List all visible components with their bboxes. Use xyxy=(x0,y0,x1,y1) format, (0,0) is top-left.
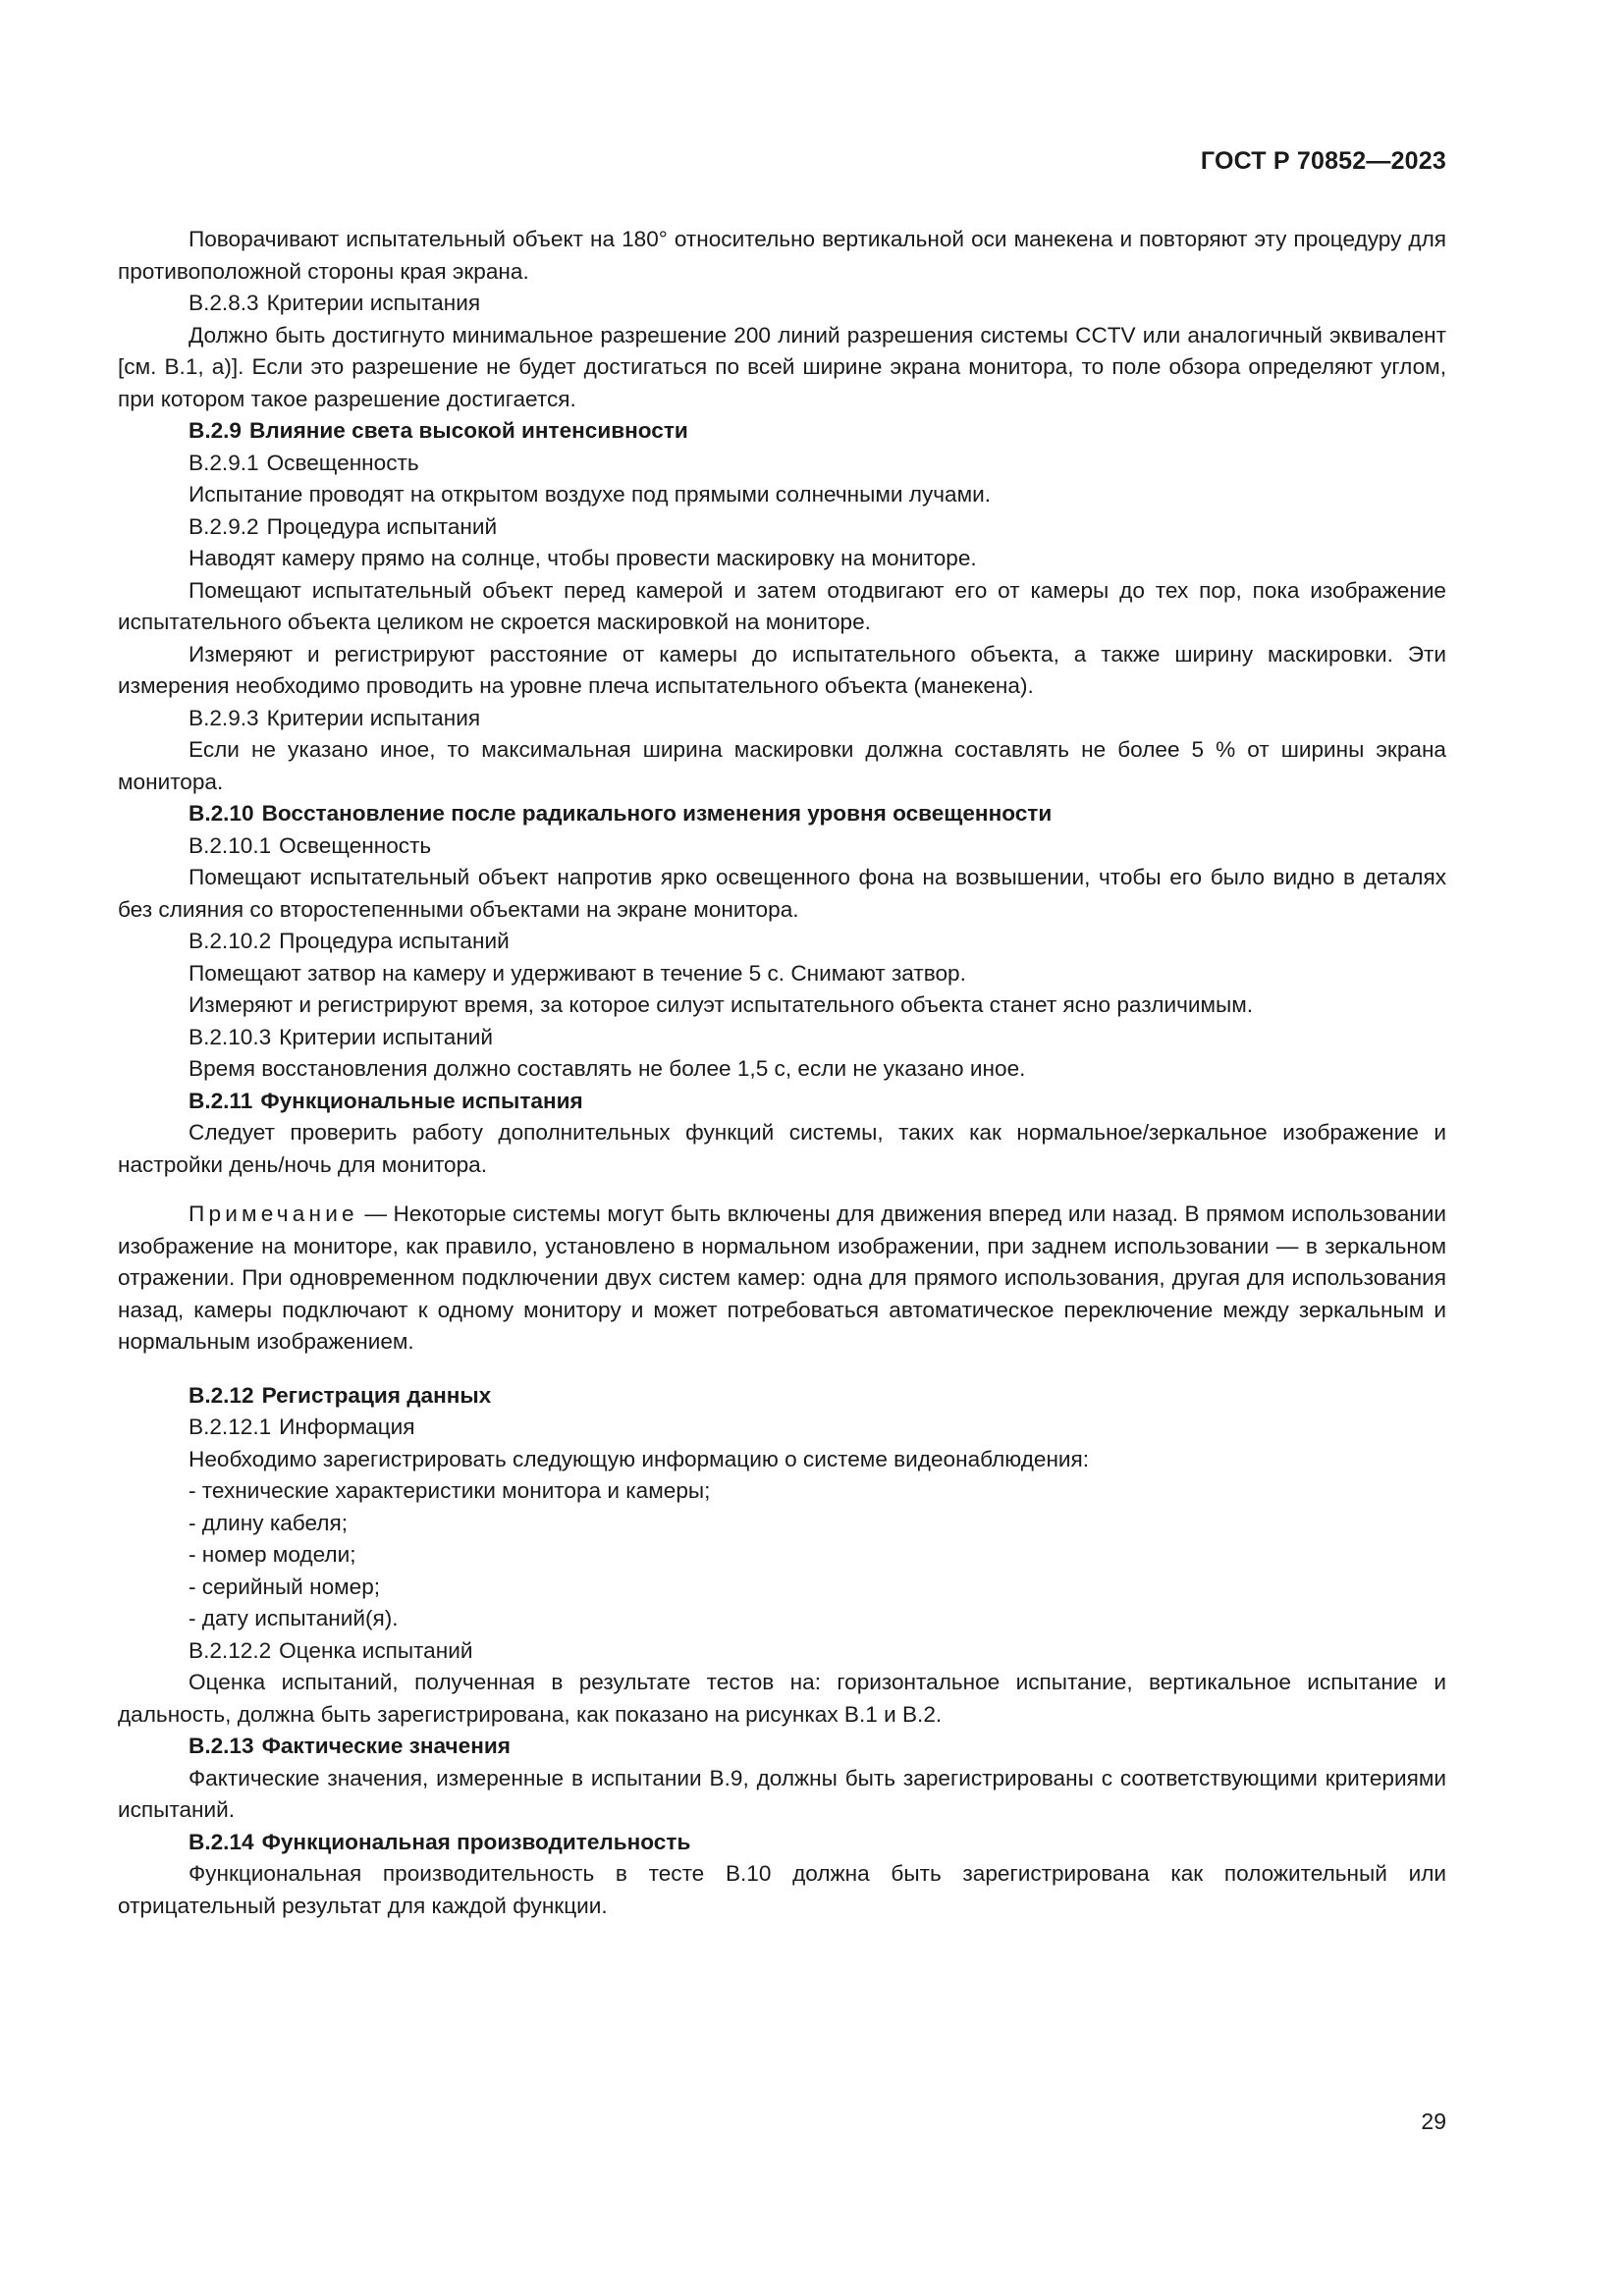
section-heading xyxy=(118,798,1446,830)
paragraph: Необходимо зарегистрировать следующую информацию о системе видеонаблюдения: xyxy=(189,1446,1090,1471)
section-number: В.2.9.1 xyxy=(189,450,259,475)
paragraph: Измеряют и регистрируют расстояние от камеры до испытательного объекта, а также ширину маскировки. Эти измерения необходимо проводить на уровне плеча испытательного объекта (манекена). xyxy=(118,641,1446,698)
subsection-heading xyxy=(118,703,1446,735)
section-title: Процедура испытаний xyxy=(279,929,510,953)
section-title: Освещенность xyxy=(279,832,432,858)
section-number: В.2.11 xyxy=(189,1088,253,1113)
paragraph: Следует проверить работу дополнительных функций системы, таких как нормальное/зеркальное изображение и настройки день/ночь для монитора. xyxy=(118,1120,1446,1177)
subsection-heading xyxy=(118,1022,1446,1054)
document-body xyxy=(118,224,1446,1922)
section-title: Влияние света высокой интенсивности xyxy=(249,418,688,443)
subsection-heading xyxy=(118,1635,1446,1668)
section-number: В.2.10.1 xyxy=(189,832,272,858)
section-title: Критерии испытания xyxy=(266,705,481,730)
document-header: ГОСТ Р 70852—2023 xyxy=(1200,147,1446,175)
section-number: В.2.10.3 xyxy=(189,1024,272,1049)
note-text: — Некоторые системы могут быть включены для движения вперед или назад. В прямом использовании изображение на мониторе, как правило, установлено в нормальном изображении, при заднем использовании — в зеркальном отражении. При одновременном подключении двух систем камер: одна для прямого использования, другая для использования назад, камеры подключают к одному монитору и может потребоваться автоматическое переключение между зеркальным и нормальным изображением. xyxy=(118,1201,1446,1354)
note-label: Примечание xyxy=(189,1201,358,1226)
subsection-heading xyxy=(118,926,1446,958)
section-number: В.2.9.2 xyxy=(189,513,259,539)
subsection-heading xyxy=(118,511,1446,544)
section-heading xyxy=(118,1380,1446,1413)
section-number: В.2.8.3 xyxy=(189,291,259,315)
list-item: - дату испытаний(я). xyxy=(189,1606,399,1630)
section-title: Функциональная производительность xyxy=(261,1829,691,1854)
section-heading xyxy=(118,1086,1446,1118)
list-item: - номер модели; xyxy=(189,1542,356,1567)
subsection-heading xyxy=(118,1412,1446,1444)
paragraph: Фактические значения, измеренные в испытании В.9, должны быть зарегистрированы с соответствующими критериями испытаний. xyxy=(118,1765,1446,1822)
section-number: В.2.12 xyxy=(189,1382,254,1408)
subsection-heading xyxy=(118,830,1446,863)
section-number: В.2.13 xyxy=(189,1734,254,1758)
section-heading xyxy=(118,1731,1446,1763)
paragraph: Помещают затвор на камеру и удерживают в течение 5 с. Снимают затвор. xyxy=(189,960,966,986)
section-number: В.2.12.2 xyxy=(189,1637,272,1663)
section-title: Освещенность xyxy=(266,450,419,475)
paragraph: Должно быть достигнуто минимальное разрешение 200 линий разрешения системы CCTV или аналогичный эквивалент [см. В.1, а)]. Если это разрешение не будет достигаться по всей ширине экрана монитора, то поле обзора определяют углом, при котором такое разрешение достигается. xyxy=(118,322,1446,411)
paragraph: Оценка испытаний, полученная в результате тестов на: горизонтальное испытание, вертикальное испытание и дальность, должна быть зарегистрирована, как показано на рисунках В.1 и В.2. xyxy=(118,1670,1446,1727)
list-item: - серийный номер; xyxy=(189,1574,381,1599)
note xyxy=(118,1199,1446,1359)
section-number: В.2.14 xyxy=(189,1829,254,1854)
section-number: В.2.10.2 xyxy=(189,929,272,953)
section-number: В.2.10 xyxy=(189,801,254,826)
section-title: Оценка испытаний xyxy=(279,1637,473,1663)
section-number: В.2.9 xyxy=(189,418,243,443)
section-title: Процедура испытаний xyxy=(266,513,498,539)
subsection-heading xyxy=(118,448,1446,480)
section-title: Регистрация данных xyxy=(261,1382,492,1408)
section-title: Функциональные испытания xyxy=(260,1088,583,1113)
list-item: - длину кабеля; xyxy=(189,1510,348,1535)
page-number: 29 xyxy=(1421,2109,1446,2134)
paragraph: Время восстановления должно составлять не более 1,5 с, если не указано иное. xyxy=(189,1056,1026,1081)
paragraph: Помещают испытательный объект напротив ярко освещенного фона на возвышении, чтобы его было видно в деталях без слияния со второстепенными объектами на экране монитора. xyxy=(118,865,1446,922)
section-title: Восстановление после радикального изменения уровня освещенности xyxy=(261,801,1053,826)
paragraph: Измеряют и регистрируют время, за которое силуэт испытательного объекта станет ясно различимым. xyxy=(189,992,1254,1017)
paragraph: Поворачивают испытательный объект на 180° относительно вертикальной оси манекена и повторяют эту процедуру для противоположной стороны края экрана. xyxy=(118,227,1446,284)
section-heading xyxy=(118,1827,1446,1859)
paragraph: Испытание проводят на открытом воздухе под прямыми солнечными лучами. xyxy=(189,482,992,507)
section-number: В.2.9.3 xyxy=(189,705,259,730)
section-title: Фактические значения xyxy=(261,1734,511,1758)
section-number: В.2.12.1 xyxy=(189,1415,272,1439)
paragraph: Помещают испытательный объект перед камерой и затем отодвигают его от камеры до тех пор, пока изображение испытательного объекта целиком не скроется маскировкой на мониторе. xyxy=(118,577,1446,634)
list-item: - технические характеристики монитора и камеры; xyxy=(189,1478,711,1503)
subsection-heading xyxy=(118,288,1446,320)
section-title: Критерии испытания xyxy=(266,291,481,315)
paragraph: Если не указано иное, то максимальная ширина маскировки должна составлять не более 5 % от ширины экрана монитора. xyxy=(118,737,1446,794)
section-title: Информация xyxy=(279,1415,415,1439)
paragraph: Функциональная производительность в тесте В.10 должна быть зарегистрирована как положительный или отрицательный результат для каждой функции. xyxy=(118,1861,1446,1918)
section-title: Критерии испытаний xyxy=(279,1024,494,1049)
paragraph: Наводят камеру прямо на солнце, чтобы провести маскировку на мониторе. xyxy=(189,546,977,570)
section-heading xyxy=(118,415,1446,448)
